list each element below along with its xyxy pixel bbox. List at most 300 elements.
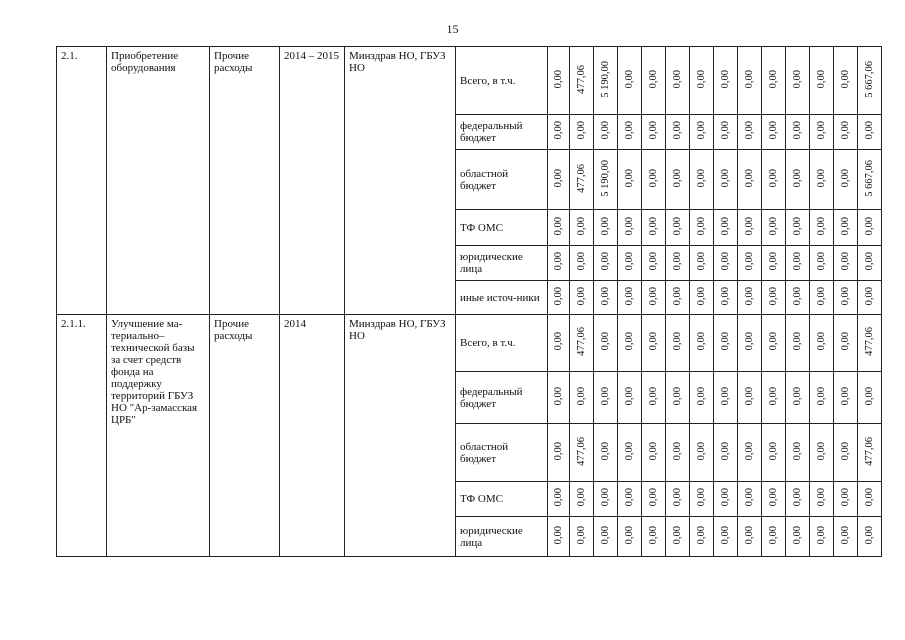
value-text: 0,00 — [768, 168, 779, 188]
value-text: 0,00 — [600, 332, 611, 351]
value-cell — [762, 210, 786, 246]
value-cell — [548, 315, 570, 372]
value-cell — [858, 482, 882, 517]
value-text: 0,00 — [768, 441, 779, 461]
value-text: 0,00 — [768, 69, 779, 89]
funding-source: Всего, в т.ч. — [456, 47, 548, 115]
value-cell — [738, 281, 762, 315]
value-cell — [858, 517, 882, 557]
value-text: 0,00 — [768, 121, 779, 140]
value-text: 0,00 — [648, 121, 659, 140]
value-text: 0,00 — [816, 69, 827, 89]
value-text: 0,00 — [768, 216, 779, 236]
value-text: 0,00 — [648, 168, 659, 188]
value-cell — [786, 150, 810, 210]
value-text: 0,00 — [744, 216, 755, 236]
value-cell — [570, 47, 594, 115]
value-text: 0,00 — [744, 121, 755, 140]
value-cell — [834, 372, 858, 424]
value-text: 0,00 — [720, 252, 731, 271]
value-cell — [762, 281, 786, 315]
value-text: 0,00 — [553, 332, 564, 351]
value-cell — [810, 246, 834, 281]
value-cell — [714, 482, 738, 517]
value-text: 5 667,06 — [864, 60, 875, 98]
value-text: 0,00 — [648, 286, 659, 306]
value-text: 0,00 — [553, 252, 564, 271]
value-text: 0,00 — [672, 121, 683, 140]
value-text: 477,06 — [576, 327, 587, 356]
value-text: 0,00 — [792, 488, 803, 507]
value-text: 0,00 — [648, 386, 659, 406]
value-cell — [810, 210, 834, 246]
value-text: 0,00 — [600, 386, 611, 406]
value-cell — [786, 246, 810, 281]
value-text: 0,00 — [768, 386, 779, 406]
value-cell — [858, 281, 882, 315]
funding-source: федеральный бюджет — [456, 115, 548, 150]
value-cell — [618, 47, 642, 115]
value-cell — [786, 47, 810, 115]
value-text: 0,00 — [576, 525, 587, 545]
funding-source: областной бюджет — [456, 424, 548, 482]
value-cell — [548, 482, 570, 517]
value-text: 0,00 — [600, 525, 611, 545]
value-cell — [714, 150, 738, 210]
value-text: 0,00 — [553, 121, 564, 140]
value-text: 477,06 — [576, 163, 587, 193]
value-text: 0,00 — [696, 525, 707, 545]
value-cell — [570, 246, 594, 281]
value-cell — [714, 424, 738, 482]
value-text: 0,00 — [840, 121, 851, 140]
value-text: 0,00 — [864, 286, 875, 306]
value-cell — [858, 47, 882, 115]
value-text: 0,00 — [576, 286, 587, 306]
value-cell — [594, 517, 618, 557]
value-text: 0,00 — [600, 441, 611, 461]
value-text: 477,06 — [864, 436, 875, 466]
value-text: 0,00 — [720, 525, 731, 545]
value-cell — [858, 315, 882, 372]
value-cell — [570, 372, 594, 424]
value-text: 0,00 — [816, 386, 827, 406]
value-text: 0,00 — [600, 286, 611, 306]
funding-source: ТФ ОМС — [456, 210, 548, 246]
value-text: 0,00 — [744, 69, 755, 89]
value-text: 0,00 — [553, 386, 564, 406]
value-cell — [548, 246, 570, 281]
value-text: 0,00 — [792, 252, 803, 271]
value-text: 0,00 — [648, 488, 659, 507]
value-cell — [690, 424, 714, 482]
value-cell — [570, 115, 594, 150]
value-cell — [786, 115, 810, 150]
value-cell — [714, 281, 738, 315]
value-cell — [834, 150, 858, 210]
value-text: 0,00 — [840, 488, 851, 507]
funding-source: ТФ ОМС — [456, 482, 548, 517]
item-executor: Минздрав НО, ГБУЗ НО — [345, 315, 456, 557]
value-cell — [666, 115, 690, 150]
value-text: 0,00 — [768, 252, 779, 271]
value-cell — [594, 47, 618, 115]
value-text: 0,00 — [553, 525, 564, 545]
value-cell — [548, 210, 570, 246]
value-text: 5 667,06 — [864, 159, 875, 197]
value-text: 0,00 — [553, 286, 564, 306]
value-text: 0,00 — [553, 441, 564, 461]
value-cell — [666, 315, 690, 372]
value-text: 0,00 — [624, 525, 635, 545]
value-cell — [594, 246, 618, 281]
funding-source: Всего, в т.ч. — [456, 315, 548, 372]
value-cell — [714, 517, 738, 557]
value-text: 0,00 — [696, 441, 707, 461]
value-cell — [618, 315, 642, 372]
value-text: 0,00 — [864, 121, 875, 140]
table-row — [57, 315, 882, 372]
value-text: 0,00 — [672, 441, 683, 461]
value-cell — [786, 372, 810, 424]
value-text: 0,00 — [864, 488, 875, 507]
value-text: 0,00 — [840, 286, 851, 306]
value-cell — [762, 424, 786, 482]
value-text: 0,00 — [648, 69, 659, 89]
value-cell — [690, 150, 714, 210]
value-cell — [666, 482, 690, 517]
value-cell — [594, 372, 618, 424]
value-text: 0,00 — [792, 69, 803, 89]
value-text: 0,00 — [624, 252, 635, 271]
value-text: 0,00 — [864, 525, 875, 545]
value-cell — [666, 47, 690, 115]
value-cell — [858, 372, 882, 424]
value-cell — [642, 315, 666, 372]
value-cell — [714, 210, 738, 246]
value-cell — [666, 517, 690, 557]
value-cell — [810, 150, 834, 210]
value-text: 0,00 — [624, 168, 635, 188]
value-text: 0,00 — [553, 69, 564, 89]
value-text: 0,00 — [696, 286, 707, 306]
value-text: 0,00 — [792, 386, 803, 406]
value-cell — [666, 424, 690, 482]
value-cell — [738, 210, 762, 246]
value-cell — [548, 424, 570, 482]
value-text: 0,00 — [792, 441, 803, 461]
value-cell — [786, 482, 810, 517]
value-cell — [618, 372, 642, 424]
value-cell — [714, 47, 738, 115]
value-cell — [666, 150, 690, 210]
value-cell — [786, 315, 810, 372]
value-text: 0,00 — [600, 252, 611, 271]
value-cell — [666, 246, 690, 281]
value-cell — [738, 424, 762, 482]
funding-source: иные источ-ники — [456, 281, 548, 315]
value-text: 0,00 — [553, 488, 564, 507]
value-cell — [690, 115, 714, 150]
item-code: 2.1.1. — [57, 315, 107, 557]
value-text: 0,00 — [744, 386, 755, 406]
value-text: 0,00 — [768, 332, 779, 351]
value-text: 0,00 — [553, 216, 564, 236]
value-text: 0,00 — [696, 121, 707, 140]
value-cell — [570, 150, 594, 210]
funding-source: федеральный бюджет — [456, 372, 548, 424]
value-cell — [810, 47, 834, 115]
value-text: 0,00 — [864, 216, 875, 236]
value-text: 0,00 — [672, 386, 683, 406]
value-cell — [738, 372, 762, 424]
value-text: 0,00 — [720, 286, 731, 306]
value-text: 0,00 — [672, 252, 683, 271]
value-text: 0,00 — [816, 488, 827, 507]
value-text: 0,00 — [624, 332, 635, 351]
value-cell — [642, 482, 666, 517]
value-cell — [618, 424, 642, 482]
value-text: 0,00 — [600, 488, 611, 507]
value-text: 0,00 — [840, 441, 851, 461]
value-text: 5 190,00 — [600, 60, 611, 98]
value-text: 0,00 — [672, 332, 683, 351]
value-text: 0,00 — [576, 252, 587, 271]
value-text: 0,00 — [792, 216, 803, 236]
value-cell — [738, 482, 762, 517]
value-text: 0,00 — [624, 216, 635, 236]
value-text: 0,00 — [744, 252, 755, 271]
value-cell — [618, 115, 642, 150]
value-cell — [714, 246, 738, 281]
value-cell — [810, 315, 834, 372]
value-text: 0,00 — [672, 168, 683, 188]
value-cell — [570, 424, 594, 482]
value-text: 0,00 — [768, 488, 779, 507]
value-cell — [570, 210, 594, 246]
value-text: 0,00 — [624, 488, 635, 507]
value-text: 0,00 — [792, 121, 803, 140]
value-text: 0,00 — [696, 386, 707, 406]
funding-source: юридические лица — [456, 246, 548, 281]
value-cell — [570, 281, 594, 315]
value-text: 0,00 — [720, 121, 731, 140]
value-cell — [594, 281, 618, 315]
value-text: 0,00 — [600, 216, 611, 236]
value-cell — [618, 150, 642, 210]
value-cell — [690, 281, 714, 315]
value-cell — [834, 210, 858, 246]
item-expense-type: Прочие расходы — [210, 47, 280, 315]
value-text: 477,06 — [576, 436, 587, 466]
value-text: 0,00 — [624, 386, 635, 406]
value-text: 0,00 — [672, 488, 683, 507]
value-cell — [594, 315, 618, 372]
value-cell — [738, 47, 762, 115]
value-cell — [858, 150, 882, 210]
value-cell — [690, 246, 714, 281]
value-text: 0,00 — [840, 216, 851, 236]
value-cell — [762, 150, 786, 210]
value-cell — [618, 210, 642, 246]
value-text: 0,00 — [816, 332, 827, 351]
value-text: 0,00 — [553, 168, 564, 188]
value-cell — [642, 150, 666, 210]
value-text: 0,00 — [816, 168, 827, 188]
value-cell — [858, 115, 882, 150]
value-cell — [834, 517, 858, 557]
value-text: 5 190,00 — [600, 159, 611, 197]
value-text: 0,00 — [840, 525, 851, 545]
value-cell — [786, 424, 810, 482]
value-text: 0,00 — [744, 525, 755, 545]
value-cell — [762, 372, 786, 424]
value-text: 0,00 — [672, 525, 683, 545]
value-text: 0,00 — [696, 69, 707, 89]
value-cell — [594, 424, 618, 482]
value-text: 0,00 — [648, 332, 659, 351]
value-cell — [570, 482, 594, 517]
value-text: 0,00 — [624, 121, 635, 140]
value-text: 0,00 — [816, 525, 827, 545]
value-cell — [738, 315, 762, 372]
value-text: 0,00 — [720, 441, 731, 461]
value-cell — [642, 517, 666, 557]
value-cell — [594, 115, 618, 150]
value-cell — [834, 47, 858, 115]
value-text: 0,00 — [720, 332, 731, 351]
value-text: 0,00 — [696, 168, 707, 188]
value-text: 0,00 — [696, 252, 707, 271]
value-cell — [762, 115, 786, 150]
value-text: 0,00 — [648, 216, 659, 236]
value-text: 0,00 — [768, 525, 779, 545]
value-text: 0,00 — [816, 441, 827, 461]
value-text: 0,00 — [576, 488, 587, 507]
value-text: 0,00 — [768, 286, 779, 306]
value-text: 0,00 — [840, 168, 851, 188]
value-cell — [548, 517, 570, 557]
value-text: 0,00 — [816, 252, 827, 271]
value-cell — [642, 281, 666, 315]
value-text: 0,00 — [576, 386, 587, 406]
value-text: 0,00 — [576, 216, 587, 236]
value-text: 0,00 — [720, 488, 731, 507]
value-text: 0,00 — [576, 121, 587, 140]
value-cell — [570, 315, 594, 372]
item-code: 2.1. — [57, 47, 107, 315]
value-cell — [690, 210, 714, 246]
page-number: 15 — [446, 22, 459, 36]
value-text: 0,00 — [720, 168, 731, 188]
value-text: 0,00 — [792, 525, 803, 545]
value-cell — [834, 424, 858, 482]
value-cell — [714, 372, 738, 424]
value-cell — [618, 281, 642, 315]
value-cell — [642, 210, 666, 246]
value-text: 0,00 — [816, 121, 827, 140]
value-text: 0,00 — [720, 386, 731, 406]
value-cell — [834, 315, 858, 372]
value-cell — [762, 246, 786, 281]
value-text: 0,00 — [696, 488, 707, 507]
value-cell — [642, 115, 666, 150]
item-name: Приобретение оборудования — [107, 47, 210, 315]
value-text: 0,00 — [696, 216, 707, 236]
value-cell — [666, 281, 690, 315]
value-cell — [810, 482, 834, 517]
value-cell — [834, 115, 858, 150]
value-cell — [810, 424, 834, 482]
value-cell — [666, 210, 690, 246]
value-cell — [714, 315, 738, 372]
value-text: 0,00 — [840, 332, 851, 351]
value-cell — [762, 47, 786, 115]
value-text: 0,00 — [624, 286, 635, 306]
value-text: 0,00 — [648, 252, 659, 271]
item-expense-type: Прочие расходы — [210, 315, 280, 557]
value-text: 0,00 — [696, 332, 707, 351]
value-text: 0,00 — [744, 168, 755, 188]
value-text: 0,00 — [600, 121, 611, 140]
value-text: 0,00 — [648, 525, 659, 545]
item-executor: Минздрав НО, ГБУЗ НО — [345, 47, 456, 315]
value-cell — [618, 482, 642, 517]
value-cell — [594, 210, 618, 246]
value-cell — [762, 517, 786, 557]
funding-source: юридические лица — [456, 517, 548, 557]
value-cell — [690, 517, 714, 557]
item-period: 2014 – 2015 — [280, 47, 345, 315]
value-cell — [618, 517, 642, 557]
value-text: 477,06 — [864, 327, 875, 356]
value-cell — [690, 482, 714, 517]
value-text: 0,00 — [840, 386, 851, 406]
value-text: 0,00 — [840, 69, 851, 89]
value-text: 0,00 — [744, 488, 755, 507]
value-text: 0,00 — [864, 386, 875, 406]
value-cell — [834, 482, 858, 517]
value-cell — [618, 246, 642, 281]
value-text: 0,00 — [720, 69, 731, 89]
finance-table — [56, 46, 882, 557]
value-cell — [642, 47, 666, 115]
value-cell — [594, 482, 618, 517]
value-cell — [858, 210, 882, 246]
value-cell — [810, 517, 834, 557]
value-text: 0,00 — [672, 216, 683, 236]
value-cell — [642, 424, 666, 482]
value-cell — [548, 281, 570, 315]
value-cell — [834, 246, 858, 281]
value-cell — [548, 115, 570, 150]
value-text: 0,00 — [624, 69, 635, 89]
value-cell — [548, 47, 570, 115]
value-text: 0,00 — [816, 286, 827, 306]
value-cell — [762, 315, 786, 372]
value-cell — [858, 246, 882, 281]
value-text: 0,00 — [720, 216, 731, 236]
value-cell — [714, 115, 738, 150]
value-text: 0,00 — [792, 168, 803, 188]
value-cell — [642, 372, 666, 424]
value-cell — [786, 281, 810, 315]
value-text: 0,00 — [648, 441, 659, 461]
value-cell — [594, 150, 618, 210]
funding-source: областной бюджет — [456, 150, 548, 210]
value-cell — [642, 246, 666, 281]
value-text: 0,00 — [816, 216, 827, 236]
